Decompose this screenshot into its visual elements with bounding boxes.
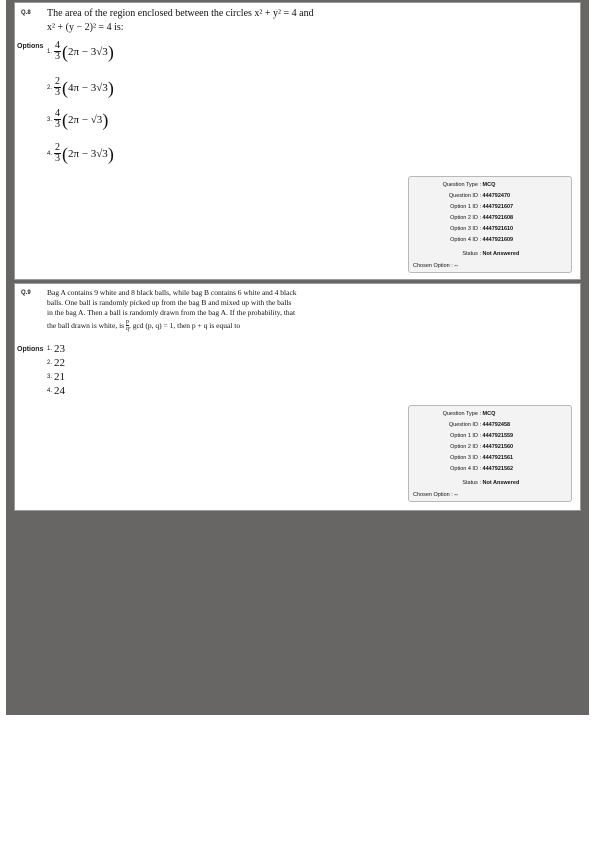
info-value: 4447921609 xyxy=(482,237,514,243)
fraction-p-q: p q xyxy=(125,319,129,332)
info-value: 4447921559 xyxy=(482,433,514,439)
option-number: 3. xyxy=(47,116,53,123)
question-info-panel xyxy=(408,405,572,502)
option-expression: 2π − 3√3 xyxy=(68,147,108,160)
info-key: Question ID : xyxy=(448,193,481,199)
question-info-panel xyxy=(408,176,572,273)
question-text-line-2: x² + (y − 2)² = 4 is: xyxy=(47,22,124,33)
option-value: 23 xyxy=(54,343,66,355)
info-value: 444792458 xyxy=(482,422,511,428)
info-key: Option 4 ID : xyxy=(450,237,481,243)
info-value: 4447921607 xyxy=(482,204,514,210)
fraction: $\frac{2}{3}$ xyxy=(55,142,61,164)
question-text-line-4 xyxy=(47,319,240,332)
info-value: -- xyxy=(454,263,458,269)
options-label: Options xyxy=(17,346,44,353)
info-key: Option 2 ID : xyxy=(450,215,481,221)
question-9-card xyxy=(14,283,581,511)
info-key: Question Type : xyxy=(442,182,481,188)
option-value: 22 xyxy=(54,357,66,369)
info-value: Not Answered xyxy=(482,251,520,257)
option-value: 21 xyxy=(54,371,66,383)
info-key: Option 3 ID : xyxy=(450,455,481,461)
option-number: 2. xyxy=(47,84,53,91)
options-label: Options xyxy=(17,43,44,50)
option-4[interactable]: 4. $\frac{2}{3}$ ( 2π − 3√3 ) xyxy=(47,142,114,164)
question-number: Q.9 xyxy=(21,290,31,296)
info-key: Chosen Option : xyxy=(413,263,453,269)
info-value: 4447921560 xyxy=(482,444,514,450)
option-number: 4. xyxy=(47,388,53,394)
info-value: MCQ xyxy=(482,182,496,188)
info-value: 4447921608 xyxy=(482,215,514,221)
option-2[interactable]: 2. $\frac{2}{3}$ ( 4π − 3√3 ) xyxy=(47,76,114,98)
option-number: 1. xyxy=(47,346,53,352)
option-number: 2. xyxy=(47,360,53,366)
info-key: Option 2 ID : xyxy=(450,444,481,450)
info-key: Status : xyxy=(462,251,481,257)
option-value: 24 xyxy=(54,385,66,397)
option-expression: 4π − 3√3 xyxy=(68,81,108,94)
info-value: 4447921561 xyxy=(482,455,514,461)
info-key: Chosen Option : xyxy=(413,492,453,498)
info-value: 4447921610 xyxy=(482,226,514,232)
option-3[interactable] xyxy=(47,371,65,383)
option-1[interactable] xyxy=(47,343,65,355)
fraction: $\frac{4}{3}$ xyxy=(55,40,61,62)
info-key: Option 3 ID : xyxy=(450,226,481,232)
question-text-line-1: Bag A contains 9 white and 8 black balls, while bag B contains 6 white and 4 black xyxy=(47,288,297,297)
option-expression: 2π − 3√3 xyxy=(68,45,108,58)
question-text-line-2: balls. One ball is randomly picked up from the bag B and mixed up with the balls xyxy=(47,298,292,307)
info-value: MCQ xyxy=(482,411,496,417)
info-key: Option 1 ID : xyxy=(450,204,481,210)
question-number: Q.8 xyxy=(21,10,31,16)
info-key: Question Type : xyxy=(442,411,481,417)
info-value: 4447921562 xyxy=(482,466,514,472)
option-number: 3. xyxy=(47,374,53,380)
option-4[interactable] xyxy=(47,385,65,397)
fraction: $\frac{4}{3}$ xyxy=(55,108,61,130)
option-number: 1. xyxy=(47,48,53,55)
fraction: $\frac{2}{3}$ xyxy=(55,76,61,98)
info-key: Question ID : xyxy=(448,422,481,428)
info-value: -- xyxy=(454,492,458,498)
info-key: Option 4 ID : xyxy=(450,466,481,472)
info-key: Option 1 ID : xyxy=(450,433,481,439)
info-value: 444792470 xyxy=(482,193,511,199)
question-8-card xyxy=(14,2,581,280)
info-key: Status : xyxy=(462,480,481,486)
option-1[interactable]: 1. $\frac{4}{3}$ ( 2π − 3√3 ) xyxy=(47,40,114,62)
question-text-line-1: The area of the region enclosed between the circles x² + y² = 4 and xyxy=(47,8,314,19)
info-value: Not Answered xyxy=(482,480,520,486)
text-segment: , gcd (p, q) = 1, then p + q is equal to xyxy=(128,321,241,330)
option-3[interactable]: 3. $\frac{4}{3}$ ( 2π − √3 ) xyxy=(47,108,109,130)
question-text-line-3: in the bag A. Then a ball is randomly drawn from the bag A. If the probability, that xyxy=(47,308,296,317)
option-expression: 2π − √3 xyxy=(68,113,103,126)
option-2[interactable] xyxy=(47,357,65,369)
option-number: 4. xyxy=(47,150,53,157)
text-segment: the ball drawn is white, is xyxy=(47,321,125,330)
